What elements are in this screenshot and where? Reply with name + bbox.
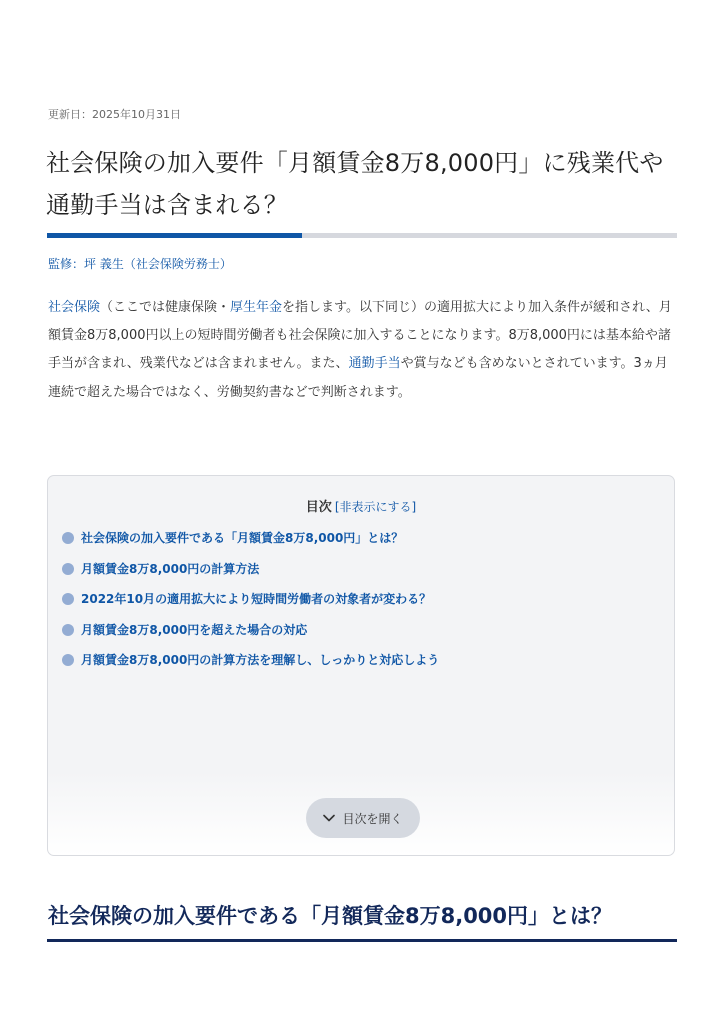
bullet-icon — [62, 593, 74, 605]
toc-item-label: 月額賃金8万8,000円の計算方法を理解し、しっかりと対応しよう — [81, 653, 440, 667]
toc-header — [48, 496, 674, 515]
bullet-icon — [62, 532, 74, 544]
toc-item[interactable] — [62, 651, 662, 682]
toc-item[interactable] — [62, 560, 662, 591]
toc-open-label: 目次を開く — [342, 811, 403, 826]
toc-item-label: 2022年10月の適用拡大により短時間労働者の対象者が変わる？ — [81, 592, 432, 606]
toc-hide-toggle[interactable]: [非表示にする] — [334, 500, 417, 514]
toc-item[interactable] — [62, 590, 662, 621]
section-heading: 社会保険の加入要件である「月額賃金8万8,000円」とは？ — [48, 904, 613, 928]
link-commuting-allowance[interactable]: 通勤手当 — [348, 356, 401, 372]
bullet-icon — [62, 624, 74, 636]
chevron-down-icon — [323, 814, 335, 822]
intro-text-2: を指します。以下同じ）の適用拡大により加入条件が緩和され、月額賃金8万8,000円以上の短時間労働者も社会保険に加入することになります。8万8,000円には基本給や諸手当が含まれ、残業代などは含まれません。また、 — [48, 300, 672, 372]
bullet-icon — [62, 654, 74, 666]
toc-item-label: 月額賃金8万8,000円を超えた場合の対応 — [81, 622, 308, 637]
toc-list — [62, 529, 662, 682]
title-underline-accent — [47, 233, 302, 238]
intro-paragraph — [48, 294, 678, 407]
toc-item[interactable] — [62, 529, 662, 560]
link-social-insurance[interactable]: 社会保険 — [48, 300, 101, 315]
bullet-icon — [62, 563, 74, 575]
title-underline — [47, 233, 677, 238]
updated-date: 更新日：2025年10月31日 — [48, 108, 181, 121]
intro-text-3: や賞与なども含めないとされています。3ヵ月連続で超えた場合ではなく、労働契約書などで判断されます。 — [48, 356, 668, 400]
toc-item-label: 月額賃金8万8,000円の計算方法 — [81, 561, 260, 576]
intro-text-1: （ここでは健康保険・ — [100, 300, 231, 315]
toc-item[interactable] — [62, 621, 662, 652]
link-welfare-pension[interactable]: 厚生年金 — [230, 300, 283, 315]
page-title: 社会保険の加入要件「月額賃金8万8,000円」に残業代や通勤手当は含まれる？ — [46, 149, 664, 219]
toc-label: 目次 — [305, 500, 332, 515]
supervisor-credit: 監修：坪 義生（社会保険労務士） — [48, 257, 232, 271]
toc-item-label: 社会保険の加入要件である「月額賃金8万8,000円」とは？ — [81, 531, 404, 545]
table-of-contents — [47, 475, 675, 856]
section-heading-underline — [47, 939, 677, 942]
toc-open-button[interactable] — [306, 798, 420, 838]
